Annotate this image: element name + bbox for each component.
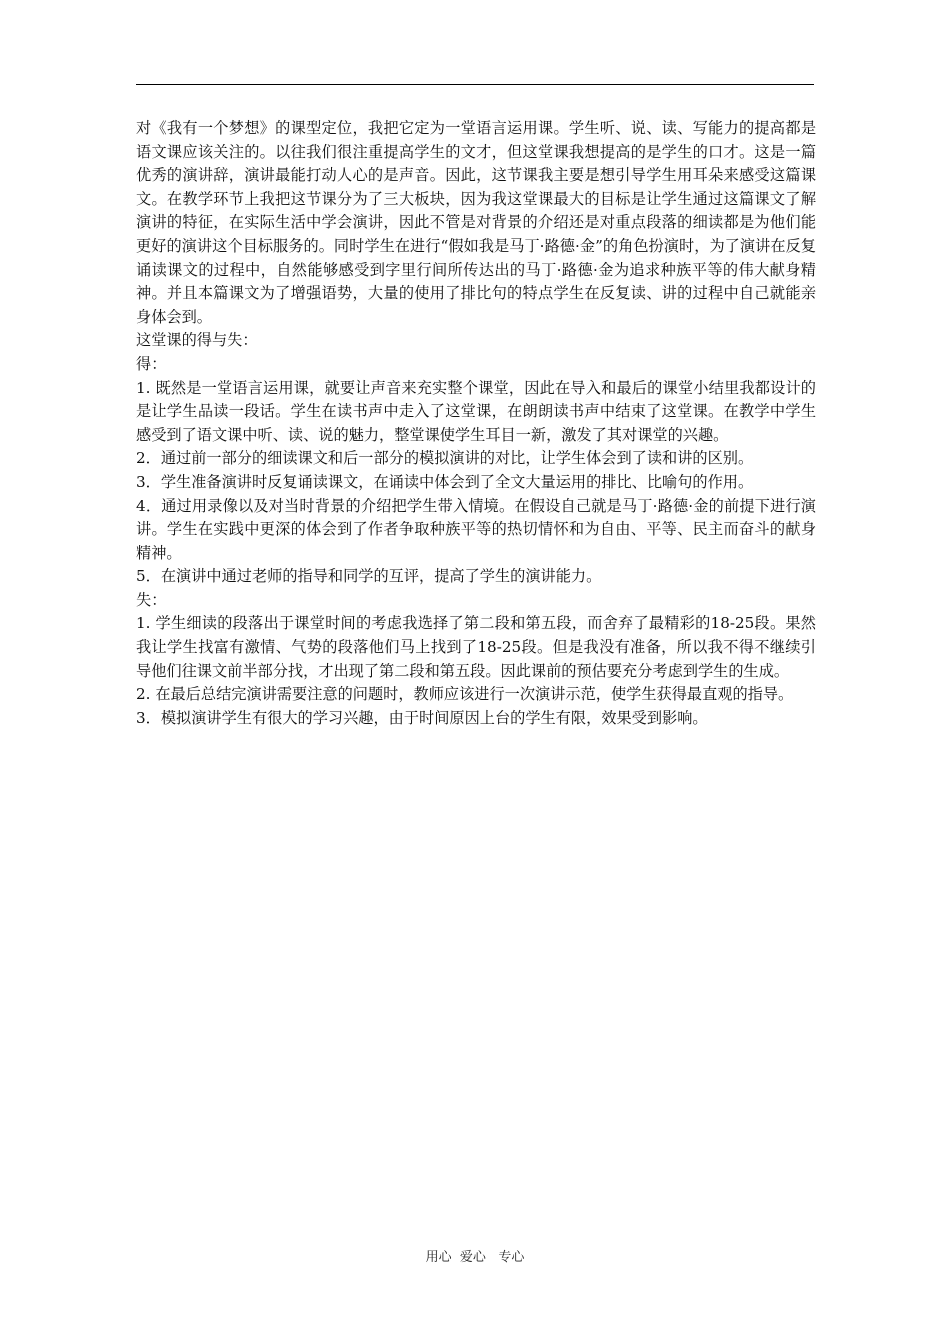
paragraph-loss-1: 1. 学生细读的段落出于课堂时间的考虑我选择了第二段和第五段，而舍弃了最精彩的18-25段。果然我让学生找富有激情、气势的段落他们马上找到了18-25段。但是我没有准备，所以我不得不继续引导他们往课文前半部分找，才出现了第二段和第五段。因此课前的预估要充分考虑到学生的生成。 xyxy=(136,614,816,680)
paragraph-gain-4: 4．通过用录像以及对当时背景的介绍把学生带入情境。在假设自己就是马丁·路德·金的前提下进行演讲。学生在实践中更深的体会到了作者争取种族平等的热切情怀和为自由、平等、民主而奋斗的献身精神。 xyxy=(136,496,816,562)
paragraph-gain-1: 1. 既然是一堂语言运用课，就要让声音来充实整个课堂，因此在导入和最后的课堂小结里我都设计的是让学生品读一段话。学生在读书声中走入了这堂课，在朗朗读书声中结束了这堂课。在教学中学生感受到了语文课中听、读、说的魅力，整堂课使学生耳目一新，激发了其对课堂的兴趣。 xyxy=(136,378,816,444)
paragraph-intro: 对《我有一个梦想》的课型定位，我把它定为一堂语言运用课。学生听、说、读、写能力的提高都是语文课应该关注的。以往我们很注重提高学生的文才，但这堂课我想提高的是学生的口才。这是一篇优秀的演讲辞，演讲最能打动人心的是声音。因此，这节课我主要是想引导学生用耳朵来感受这篇课文。在教学环节上我把这节课分为了三大板块，因为我这堂课最大的目标是让学生通过这篇课文了解演讲的特征，在实际生活中学会演讲，因此不管是对背景的介绍还是对重点段落的细读都是为他们能更好的演讲这个目标服务的。同时学生在进行“假如我是马丁·路德·金”的角色扮演时，为了演讲在反复诵读课文的过程中，自然能够感受到字里行间所传达出的马丁·路德·金为追求种族平等的伟大献身精神。并且本篇课文为了增强语势，大量的使用了排比句的特点学生在反复读、讲的过程中自己就能亲身体会到。 xyxy=(136,119,816,326)
paragraph-gain-2: 2．通过前一部分的细读课文和后一部分的模拟演讲的对比，让学生体会到了读和讲的区别。 xyxy=(136,449,754,468)
paragraph-gain-3: 3．学生准备演讲时反复诵读课文，在诵读中体会到了全文大量运用的排比、比喻句的作用。 xyxy=(136,472,754,491)
paragraph-gains-label: 得： xyxy=(136,354,167,373)
paragraph-gains-losses-heading: 这堂课的得与失： xyxy=(136,331,258,350)
header-rule xyxy=(136,84,814,85)
paragraph-loss-2: 2. 在最后总结完演讲需要注意的问题时，教师应该进行一次演讲示范，使学生获得最直观的指导。 xyxy=(136,685,794,704)
document-body xyxy=(136,117,816,730)
page-footer: 用心 爱心 专心 xyxy=(425,1250,525,1265)
paragraph-gain-5: 5．在演讲中通过老师的指导和同学的互评，提高了学生的演讲能力。 xyxy=(136,567,602,586)
paragraph-losses-label: 失： xyxy=(136,590,167,609)
paragraph-loss-3: 3．模拟演讲学生有很大的学习兴趣，由于时间原因上台的学生有限，效果受到影响。 xyxy=(136,708,708,727)
